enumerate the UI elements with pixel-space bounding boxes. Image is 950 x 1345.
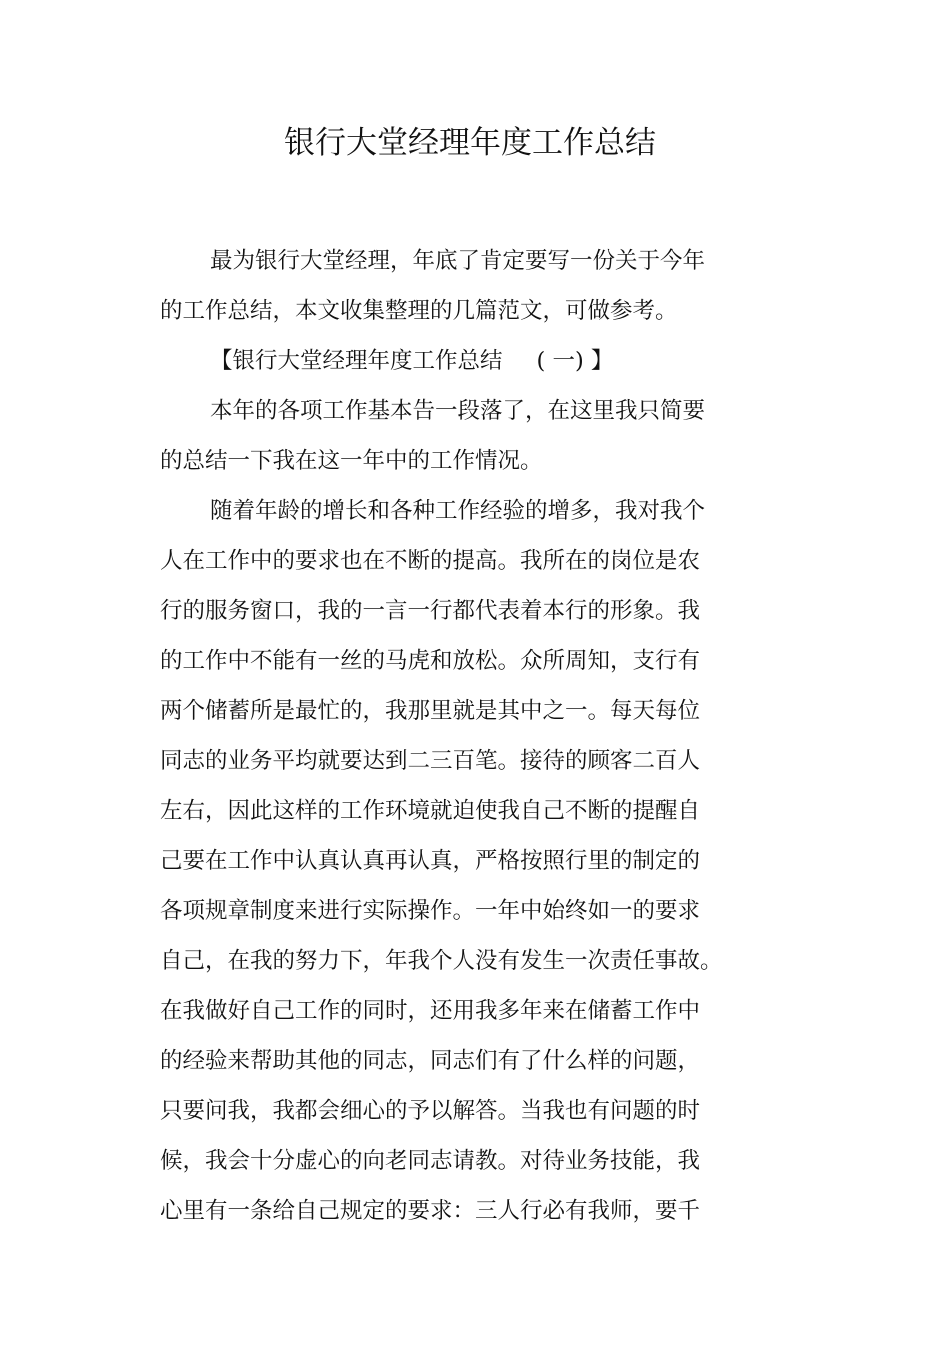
paragraph-line: 各项规章制度来进行实际操作。一年中始终如一的要求: [160, 898, 701, 924]
section-heading-text: 【银行大堂经理年度工作总结: [210, 348, 503, 374]
paragraph-line: 的经验来帮助其他的同志，同志们有了什么样的问题，: [160, 1048, 701, 1074]
paragraph-line: 左右，因此这样的工作环境就迫使我自己不断的提醒自: [160, 798, 701, 824]
paragraph-line: 自己，在我的努力下，年我个人没有发生一次责任事故。: [160, 948, 723, 974]
paragraph-line: 本年的各项工作基本告一段落了，在这里我只简要: [210, 398, 706, 424]
paragraph-line: 只要问我，我都会细心的予以解答。当我也有问题的时: [160, 1098, 701, 1124]
paragraph-line: 的工作总结，本文收集整理的几篇范文，可做参考。: [160, 298, 678, 324]
paragraph-line: 在我做好自己工作的同时，还用我多年来在储蓄工作中: [160, 998, 701, 1024]
paragraph-line: 同志的业务平均就要达到二三百笔。接待的顾客二百人: [160, 748, 701, 774]
paragraph-line: 人在工作中的要求也在不断的提高。我所在的岗位是农: [160, 548, 701, 574]
paragraph-line: 随着年龄的增长和各种工作经验的增多，我对我个: [210, 498, 706, 524]
paragraph-line: 己要在工作中认真认真再认真，严格按照行里的制定的: [160, 848, 701, 874]
document-title: 银行大堂经理年度工作总结: [284, 125, 656, 161]
paragraph-line: 两个储蓄所是最忙的，我那里就是其中之一。每天每位: [160, 698, 701, 724]
paragraph-line: 的总结一下我在这一年中的工作情况。: [160, 448, 543, 474]
section-heading: [160, 336, 730, 386]
paragraph-line: 候，我会十分虚心的向老同志请教。对待业务技能，我: [160, 1148, 701, 1174]
paragraph-line: 最为银行大堂经理，年底了肯定要写一份关于今年: [210, 248, 706, 274]
document-body: [160, 236, 730, 1236]
section-heading-number: ( 一) 】: [536, 348, 614, 374]
paragraph-line: 心里有一条给自己规定的要求：三人行必有我师，要千: [160, 1198, 701, 1224]
paragraph-line: 的工作中不能有一丝的马虎和放松。众所周知，支行有: [160, 648, 701, 674]
paragraph-line: 行的服务窗口，我的一言一行都代表着本行的形象。我: [160, 598, 701, 624]
